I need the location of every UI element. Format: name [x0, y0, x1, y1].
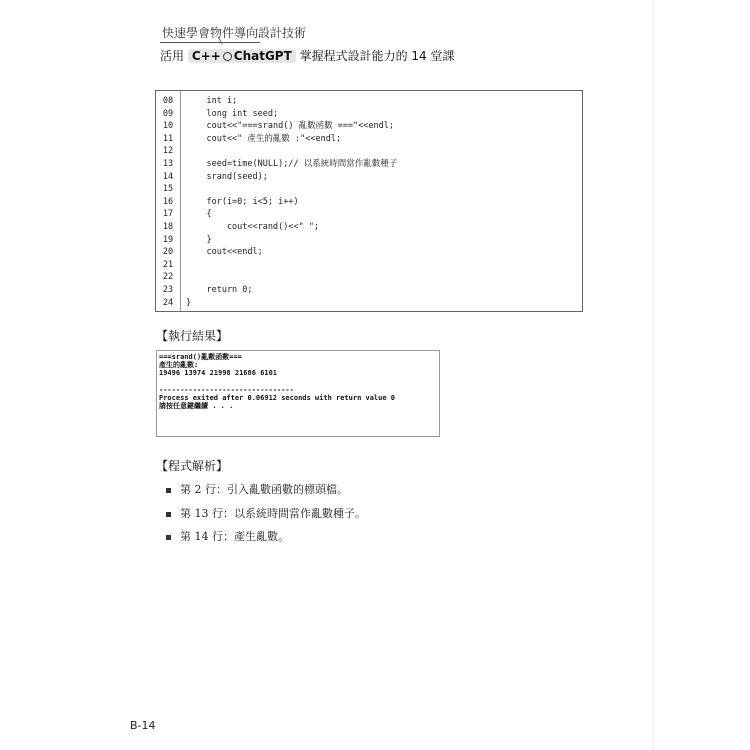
analysis-list-item: [166, 528, 289, 544]
console-line: Process exited after 0.06912 seconds with return value 0: [159, 394, 396, 402]
header-divider: [160, 42, 260, 43]
analysis-item-text: 第 2 行：引入亂數函數的標頭檔。: [180, 483, 348, 496]
square-bullet-icon: [166, 535, 171, 540]
code-line-text: for(i=0; i<5; i++): [186, 196, 299, 207]
code-line-text: int i;: [186, 96, 238, 106]
code-line-text: }: [186, 297, 192, 308]
code-line: [156, 259, 186, 272]
console-line: 產生的亂數:: [159, 361, 199, 370]
code-line-text: cout<<" 產生的亂數 :"<<endl;: [186, 133, 342, 144]
code-line-number: 12: [162, 146, 174, 157]
code-line: [156, 95, 237, 108]
square-bullet-icon: [166, 488, 171, 493]
code-line-text: cout<<endl;: [186, 247, 263, 258]
analysis-item-text: 第 14 行：產生亂數。: [180, 530, 289, 543]
code-line: [156, 183, 186, 196]
code-line-text: srand(seed);: [186, 171, 268, 182]
page-number: B-14: [130, 719, 156, 732]
code-line-number: 21: [162, 259, 174, 270]
console-line: --------------------------------: [159, 385, 294, 394]
subtitle-suffix: 掌握程式設計能力的 14 堂課: [299, 49, 455, 63]
code-line-number: 24: [162, 297, 174, 308]
code-line: [156, 234, 212, 247]
circle-icon: [223, 52, 232, 61]
code-line: [156, 246, 263, 259]
code-line-text: cout<<rand()<<" ";: [186, 222, 320, 232]
code-line: [156, 271, 186, 284]
code-line-number: 13: [162, 159, 174, 169]
analysis-item-text: 第 13 行：以系統時間當作亂數種子。: [180, 507, 366, 520]
code-line-text: return 0;: [186, 285, 253, 295]
code-line-number: 16: [162, 196, 174, 207]
code-line-number: 08: [162, 96, 174, 106]
square-bullet-icon: [166, 512, 171, 517]
code-line-number: 10: [162, 121, 174, 132]
code-line: [156, 145, 186, 158]
code-listing: [155, 90, 583, 312]
code-line-number: 17: [162, 209, 174, 220]
code-line-number: 15: [162, 184, 174, 195]
code-line-text: {: [186, 209, 212, 220]
code-line-number: 20: [162, 247, 174, 258]
analysis-list-item: [166, 481, 348, 497]
console-line: 19496 13974 21998 21686 6101: [159, 369, 278, 378]
console-line: 請按任意鍵繼續 . . .: [159, 402, 234, 411]
code-line-number: 23: [162, 285, 174, 295]
code-line-number: 11: [162, 133, 174, 144]
code-line-text: cout<<"===srand() 亂數函數 ==="<<endl;: [186, 121, 394, 132]
code-line: [156, 158, 397, 171]
code-line: [156, 171, 268, 184]
code-line-number: 18: [162, 222, 174, 232]
running-header-title: 快速學會物件導向設計技術: [162, 26, 307, 40]
code-line-text: seed=time(NULL);// 以系統時間當作亂數種子: [186, 159, 398, 169]
console-line: ===srand()亂數函數===: [159, 353, 242, 361]
subtitle-cpp-badge: C++ ChatGPT: [188, 49, 296, 63]
analysis-list-item: [166, 505, 366, 521]
subtitle-prefix: 活用: [160, 49, 185, 63]
code-line-number: 22: [162, 272, 174, 283]
code-line-number: 19: [162, 234, 174, 245]
running-header-subtitle: [160, 47, 455, 64]
code-line: [156, 297, 191, 310]
code-line: [156, 196, 299, 209]
code-line: [156, 208, 212, 221]
code-line: [156, 221, 319, 234]
code-line: [156, 120, 394, 133]
console-output: [156, 350, 440, 437]
code-line-text: long int seed;: [186, 108, 279, 119]
result-heading: 【執行結果】: [156, 329, 229, 343]
code-line-number: 14: [162, 171, 174, 182]
code-line-text: }: [186, 234, 212, 245]
code-line: [156, 108, 278, 121]
page-edge-rule: [653, 0, 654, 750]
code-line: [156, 133, 341, 146]
code-line: [156, 284, 253, 297]
analysis-heading: 【程式解析】: [156, 459, 229, 473]
code-line-number: 09: [162, 108, 174, 119]
